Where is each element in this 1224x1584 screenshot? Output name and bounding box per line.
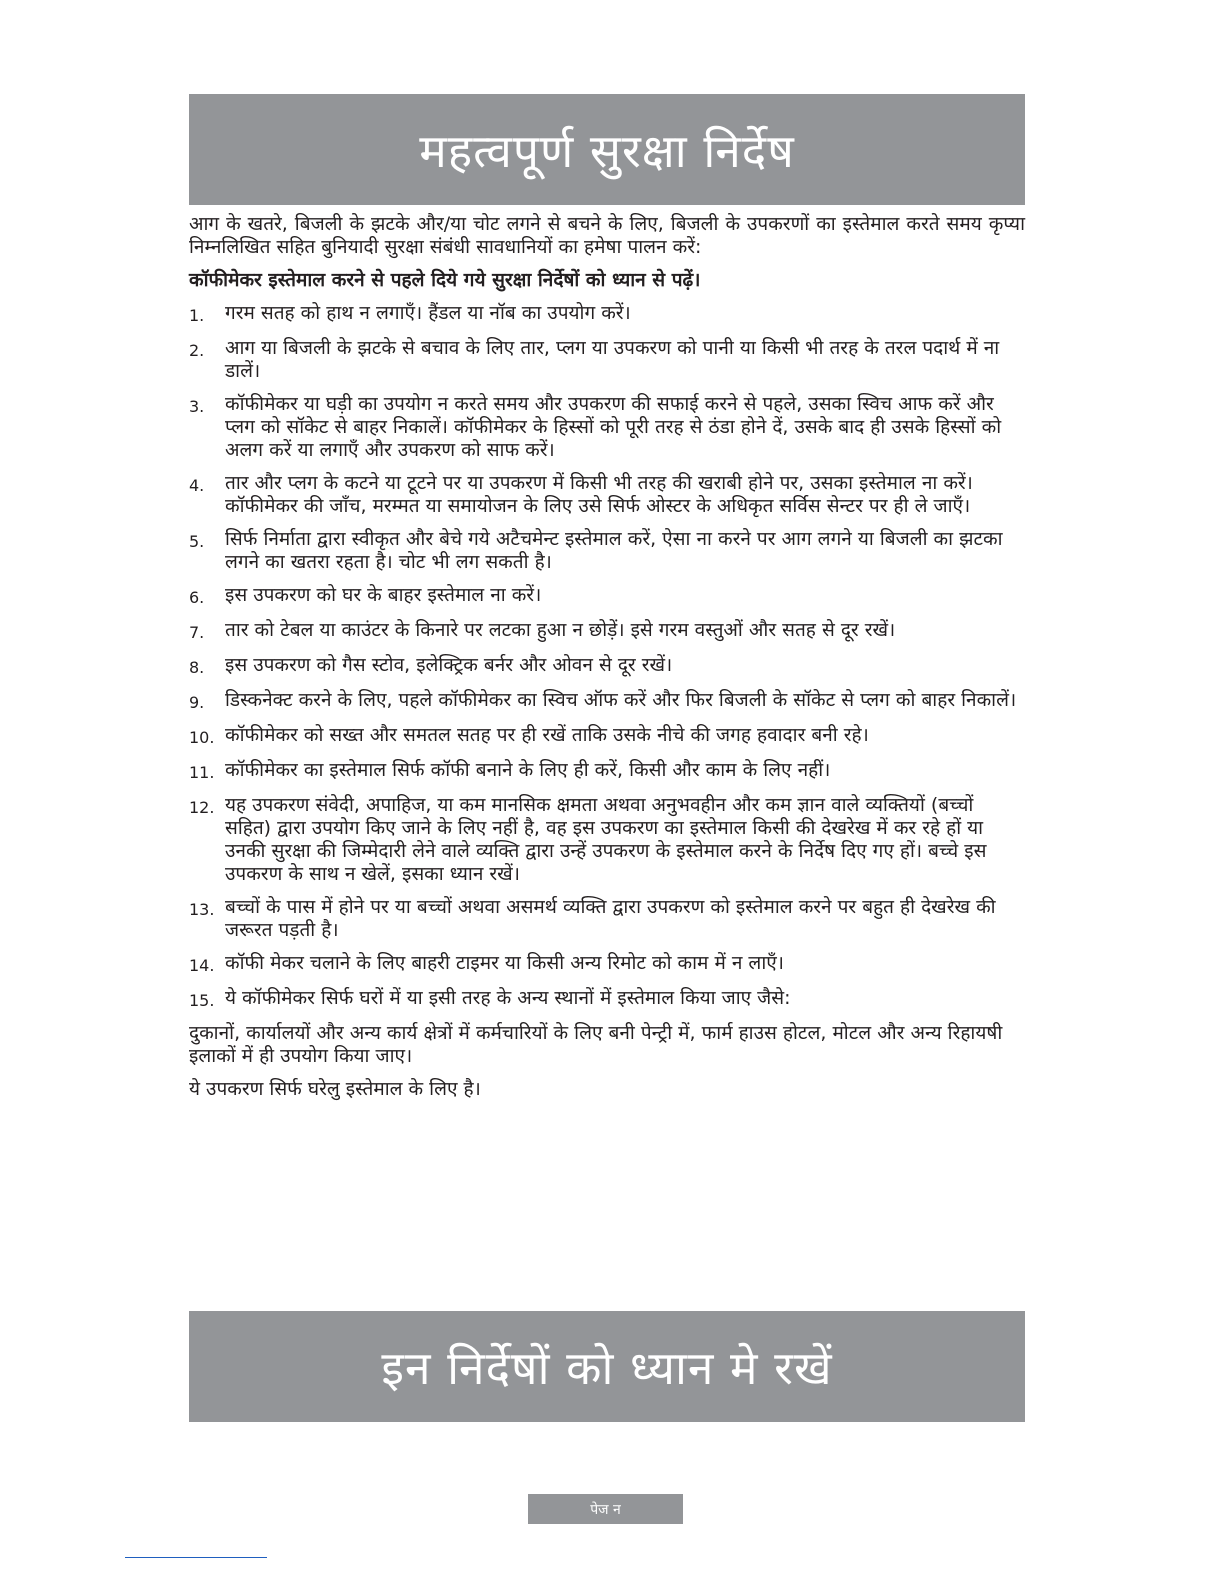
usage-locations-paragraph: दुकानों, कार्यालयों और अन्य कार्य क्षेत्रों में कर्मचारियों के लिए बनी पेन्ट्री में, फार्म हाउस होटल, मोटल और अन्य रिहायषी इलाकों में ही उपयोग किया जाए।	[189, 1022, 1003, 1067]
safety-list	[189, 302, 1025, 1012]
item-text: सिर्फ निर्माता द्वारा स्वीकृत और बेचे गये अटैचमेन्ट इस्तेमाल करें, ऐसा ना करने पर आग लगने या बिजली का झटका लगने का खतरा रहता है। चोट भी लग सकती है।	[225, 528, 1003, 573]
list-item	[189, 302, 1025, 327]
item-number: 11.	[189, 763, 215, 782]
list-item	[189, 654, 1025, 679]
item-text: कॉफीमेकर को सख्त और समतल सतह पर ही रखें ताकि उसके नीचे की जगह हवादार बनी रहे।	[225, 724, 869, 746]
item-number: 3.	[189, 397, 205, 416]
read-instructions-note: कॉफीमेकर इस्तेमाल करने से पहले दिये गये सुरक्षा निर्देषों को ध्यान से पढ़ें।	[189, 269, 701, 291]
keep-instructions-title: इन निर्देषों को ध्यान मे रखें	[381, 1340, 833, 1395]
page-title: महत्वपूर्ण सुरक्षा निर्देष	[419, 123, 795, 178]
list-item	[189, 689, 1025, 714]
item-text: इस उपकरण को गैस स्टोव, इलेक्ट्रिक बर्नर और ओवन से दूर रखें।	[225, 654, 673, 676]
item-text: गरम सतह को हाथ न लगाएँ। हैंडल या नॉब का उपयोग करें।	[225, 302, 631, 324]
list-item	[189, 724, 1025, 749]
list-item	[189, 794, 1025, 886]
list-item	[189, 337, 1025, 383]
list-item	[189, 896, 1025, 942]
page-number-tab: पेज न	[528, 1494, 683, 1524]
header-banner	[189, 94, 1025, 205]
intro-paragraph: आग के खतरे, बिजली के झटके और/या चोट लगने से बचने के लिए, बिजली के उपकरणों का इस्तेमाल करते समय कृप्या निम्नलिखित सहित बुनियादी सुरक्षा संबंधी सावधानियों का हमेषा पालन करें:	[189, 213, 1025, 258]
list-item	[189, 952, 1025, 977]
item-number: 8.	[189, 658, 205, 677]
item-number: 6.	[189, 588, 205, 607]
item-number: 2.	[189, 341, 205, 360]
item-text: बच्चों के पास में होने पर या बच्चों अथवा असमर्थ व्यक्ति द्वारा उपकरण को इस्तेमाल करने पर बहुत ही देखरेख की जरूरत पड़ती है।	[225, 896, 996, 941]
list-item	[189, 393, 1025, 462]
item-number: 14.	[189, 956, 215, 975]
item-text: कॉफीमेकर या घड़ी का उपयोग न करते समय और उपकरण की सफाई करने से पहले, उसका स्विच आफ करें और प्लग को सॉकेट से बाहर निकालें। कॉफीमेकर के हिस्सों को पूरी तरह से ठंडा होने दें, उसके बाद ही उसके हिस्सों को अलग करें या लगाएँ और उपकरण को साफ करें।	[225, 393, 1002, 461]
item-number: 10.	[189, 728, 215, 747]
item-number: 7.	[189, 623, 205, 642]
household-use-note: ये उपकरण सिर्फ घरेलु इस्तेमाल के लिए है।	[189, 1078, 481, 1100]
item-number: 15.	[189, 991, 215, 1010]
item-text: तार को टेबल या काउंटर के किनारे पर लटका हुआ न छोड़ें। इसे गरम वस्तुओं और सतह से दूर रखें।	[225, 619, 896, 641]
list-item	[189, 472, 1025, 518]
item-text: यह उपकरण संवेदी, अपाहिज, या कम मानसिक क्षमता अथवा अनुभवहीन और कम ज्ञान वाले व्यक्तियों (बच्चों सहित) द्वारा उपयोग किए जाने के लिए नहीं है, वह इस उपकरण का इस्तेमाल किसी की देखरेख में कर रहे हों या उनकी सुरक्षा की जिम्मेदारी लेने वाले व्यक्ति द्वारा उन्हें उपकरण के इस्तेमाल करने के निर्देष दिए गए हों। बच्चे इस उपकरण के साथ न खेलें, इसका ध्यान रखें।	[225, 794, 987, 885]
item-text: कॉफी मेकर चलाने के लिए बाहरी टाइमर या किसी अन्य रिमोट को काम में न लाएँ।	[225, 952, 784, 974]
list-item	[189, 759, 1025, 784]
main-content	[189, 213, 1025, 1111]
item-number: 1.	[189, 306, 205, 325]
item-text: ये कॉफीमेकर सिर्फ घरों में या इसी तरह के अन्य स्थानों में इस्तेमाल किया जाए जैसे:	[225, 987, 791, 1009]
list-item	[189, 528, 1025, 574]
list-item	[189, 987, 1025, 1012]
list-item	[189, 584, 1025, 609]
item-number: 9.	[189, 693, 205, 712]
item-number: 4.	[189, 476, 205, 495]
item-text: तार और प्लग के कटने या टूटने पर या उपकरण में किसी भी तरह की खराबी होने पर, उसका इस्तेमाल ना करें। कॉफीमेकर की जाँच, मरम्मत या समायोजन के लिए उसे सिर्फ ओस्टर के अधिकृत सर्विस सेन्टर पर ही ले जाएँ।	[225, 472, 973, 517]
footer-divider	[125, 1557, 267, 1558]
item-text: डिस्कनेक्ट करने के लिए, पहले कॉफीमेकर का स्विच ऑफ करें और फिर बिजली के सॉकेट से प्लग को बाहर निकालें।	[225, 689, 1017, 711]
list-item	[189, 619, 1025, 644]
item-number: 5.	[189, 532, 205, 551]
item-text: इस उपकरण को घर के बाहर इस्तेमाल ना करें।	[225, 584, 542, 606]
footer-banner	[189, 1311, 1025, 1422]
item-text: कॉफीमेकर का इस्तेमाल सिर्फ कॉफी बनाने के लिए ही करें, किसी और काम के लिए नहीं।	[225, 759, 831, 781]
item-number: 13.	[189, 900, 215, 919]
item-text: आग या बिजली के झटके से बचाव के लिए तार, प्लग या उपकरण को पानी या किसी भी तरह के तरल पदार्थ में ना डालें।	[225, 337, 1000, 382]
item-number: 12.	[189, 798, 215, 817]
